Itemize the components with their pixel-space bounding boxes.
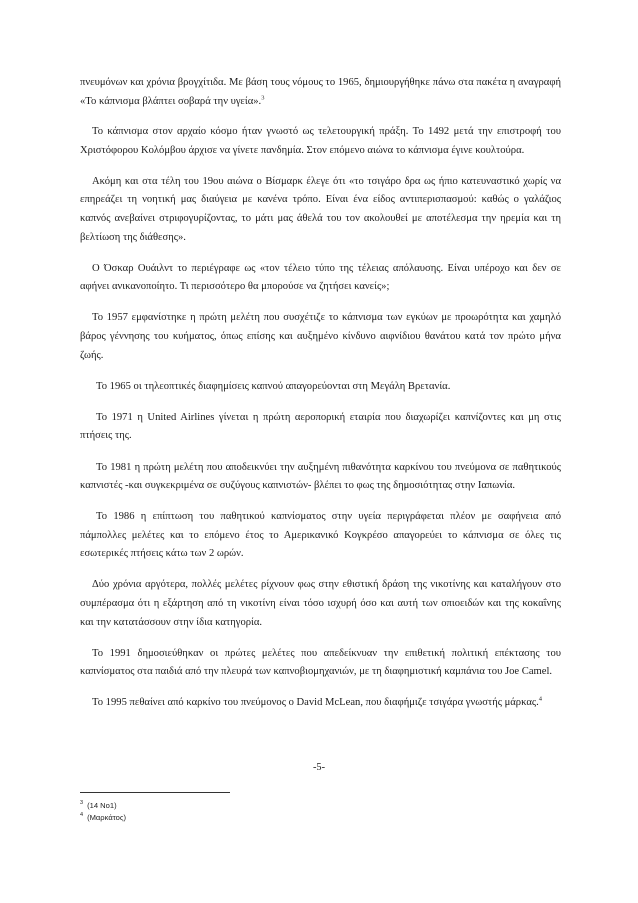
paragraph-text: Ο Όσκαρ Ουάιλντ το περιέγραφε ως «τον τέλειο τύπο της τέλειας απόλαυσης. Είναι υπέροχο και δεν σε αφήνει ανικανοποίητο. Τι περισσότερο θα μπορούσε να ζητήσει κανείς»; — [80, 262, 561, 293]
paragraph-3 — [80, 173, 561, 247]
paragraph-text: Το 1957 εμφανίστηκε η πρώτη μελέτη που συσχέτιζε το κάπνισμα των εγκύων με προωρότητα και χαμηλό βάρος γέννησης του κυήματος, όπως επίσης και αυξημένο κίνδυνο αιφνίδιου θανάτου κατά τον πρώτο μήνα ζωής. — [80, 312, 561, 361]
paragraph-10 — [80, 576, 561, 632]
paragraph-text: Το 1995 πεθαίνει από καρκίνο του πνεύμονος ο David McLean, που διαφήμιζε τσιγάρα γνωστής μάρκας. — [92, 697, 539, 709]
footnote-mark: 3 — [80, 800, 84, 807]
footnote-item — [80, 800, 126, 812]
paragraph-text: Το 1981 η πρώτη μελέτη που αποδεικνύει την αυξημένη πιθανότητα καρκίνου του πνεύμονα σε παθητικούς καπνιστές -και συγκεκριμένα σε συζύγους καπνιστών- βλέπει το φως της δημοσιότητας στην Ιαπωνία. — [80, 461, 561, 492]
paragraph-text: Το 1991 δημοσιεύθηκαν οι πρώτες μελέτες που απεδείκνυαν την επιθετική πολιτική επέκτασης του καπνίσματος στα παιδιά από την πλευρά των καπνοβιομηχανιών, με τη διαφημιστική καμπάνια του Joe Camel. — [80, 647, 561, 678]
paragraph-5 — [80, 309, 561, 365]
paragraph-4 — [80, 260, 561, 297]
paragraph-6 — [80, 378, 561, 397]
footnote-ref[interactable]: 4 — [538, 695, 542, 703]
paragraph-12 — [80, 694, 561, 713]
paragraph-text: Το 1971 η United Airlines γίνεται η πρώτη αεροπορική εταιρία που διαχωρίζει καπνίζοντες και μη στις πτήσεις της. — [80, 411, 561, 442]
footnote-text: (14 No1) — [87, 801, 117, 810]
footnote-divider — [80, 792, 230, 793]
paragraph-11 — [80, 645, 561, 682]
footnote-mark: 4 — [80, 811, 84, 818]
page-number: -5- — [312, 762, 326, 773]
paragraph-text: Το 1986 η επίπτωση του παθητικού καπνίσματος στην υγεία περιγράφεται πλέον με σαφήνεια από πάμπολλες μελέτες και το επόμενο έτος το Αμερικανικό Κογκρέσο απαγορεύει το κάπνισμα σε όλες τις εσωτερικές πτήσεις κάτω των 2 ωρών. — [80, 511, 561, 560]
paragraph-9 — [80, 508, 561, 564]
paragraph-text: Δύο χρόνια αργότερα, πολλές μελέτες ρίχνουν φως στην εθιστική δράση της νικοτίνης και καταλήγουν στο συμπέρασμα ότι η εξάρτηση από τη νικοτίνη είναι τόσο ισχυρή όσο και αυτή των οπιοειδών και της κοκαΐνης και την κατατάσσουν στην ίδια κατηγορία. — [80, 579, 561, 628]
paragraph-2 — [80, 123, 561, 160]
footnote-text: (Μαρκάτος) — [87, 812, 127, 822]
footnote-ref[interactable]: 3 — [261, 94, 265, 102]
paragraph-text: Το 1965 οι τηλεοπτικές διαφημίσεις καπνού απαγορεύονται στη Μεγάλη Βρετανία. — [96, 380, 451, 392]
paragraph-text: Το κάπνισμα στον αρχαίο κόσμο ήταν γνωστό ως τελετουργική πράξη. Το 1492 μετά την επιστροφή του Χριστόφορου Κολόμβου άρχισε να γίνετε πανδημία. Στον επόμενο αιώνα το κάπνισμα έγινε κουλτούρα. — [80, 126, 561, 156]
paragraph-text: Ακόμη και στα τέλη του 19ου αιώνα ο Βίσμαρκ έλεγε ότι «το τσιγάρο δρα ως ήπιο κατευναστικό χωρίς να επηρεάζει τη νοητική μας διαύγεια με κανένα τρόπο. Είναι ένα είδος αντιπερισπασμού: καθώς ο γαλάζιος καπνός ανεβαίνει στριφογυρίζοντας, το μάτι μας άθελά του τον ακολουθεί με αποτέλεσμα την ηρεμία και τη βελτίωση της διάθεσης». — [80, 175, 561, 243]
footnote-item — [80, 812, 126, 824]
paragraph-7 — [80, 409, 561, 446]
footnotes — [80, 800, 126, 823]
body-text — [80, 74, 561, 726]
paragraph-text: πνευμόνων και χρόνια βρογχίτιδα. Με βάση τους νόμους το 1965, δημιουργήθηκε πάνω στα πακέτα η αναγραφή «Το κάπνισμα βλάπτει σοβαρά την υγεία». — [80, 77, 561, 107]
paragraph-8 — [80, 459, 561, 496]
paragraph-1 — [80, 74, 561, 111]
